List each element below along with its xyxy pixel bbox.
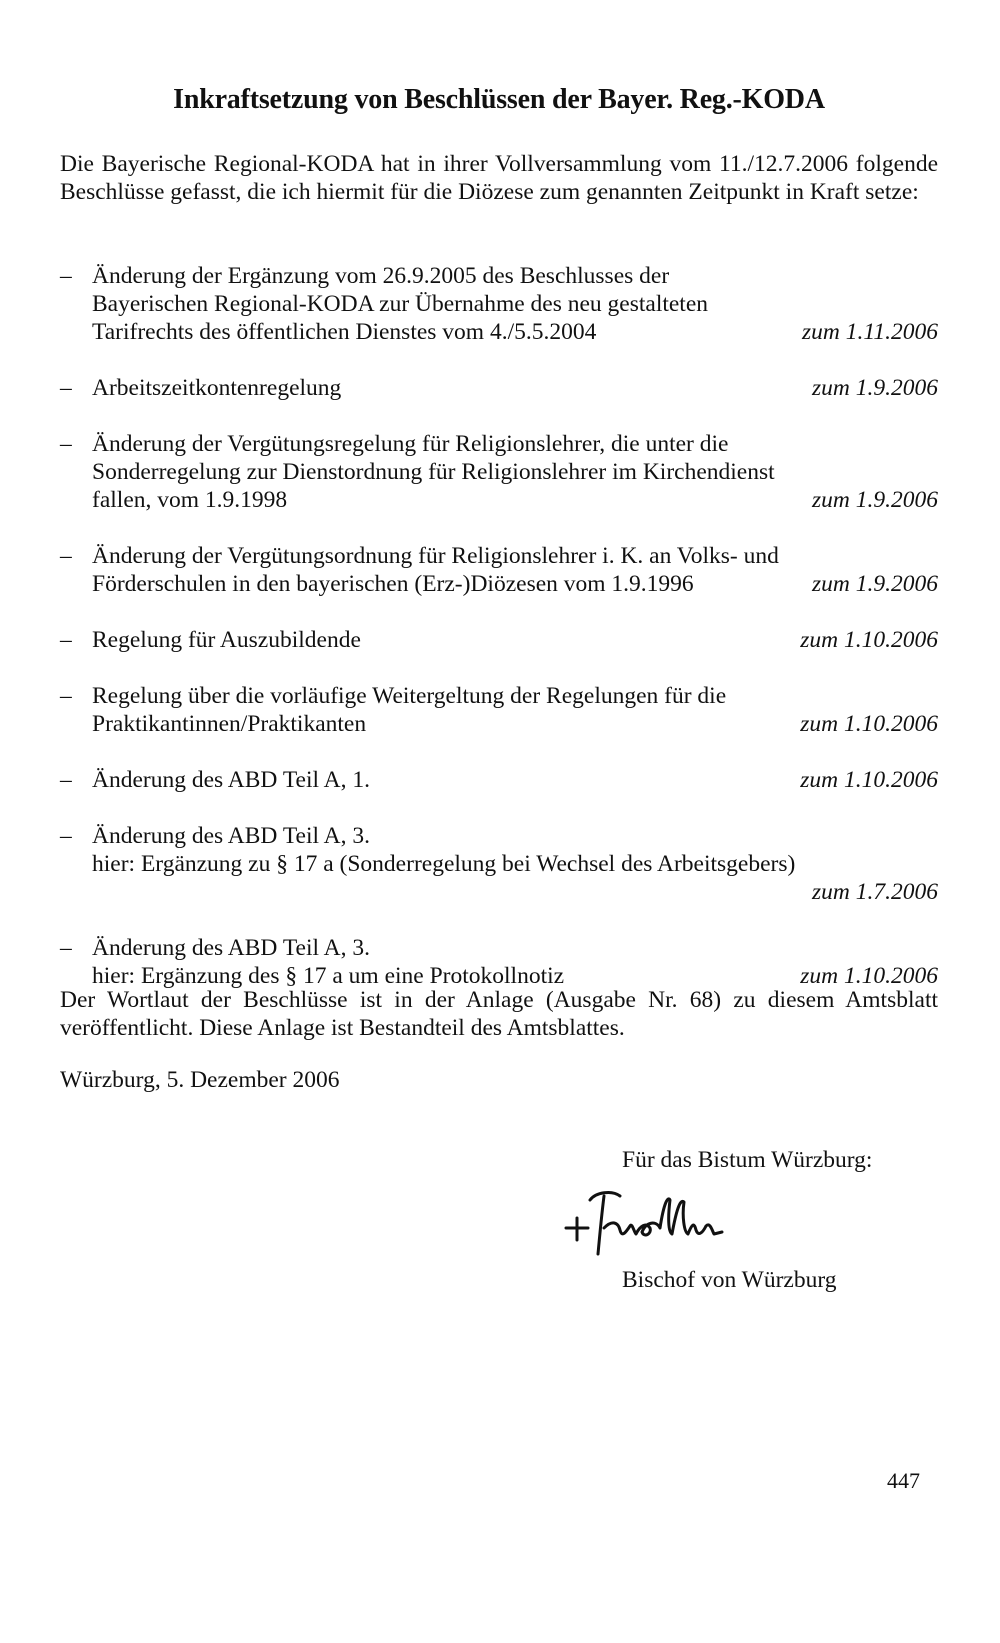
list-item (60, 626, 938, 654)
item-text: Arbeitszeitkontenregelung (92, 375, 342, 401)
item-date: zum 1.7.2006 (812, 879, 938, 905)
closing-paragraph: Der Wortlaut der Beschlüsse ist in der Anlage (Ausgabe Nr. 68) zu diesem Amtsblatt veröffentlicht. Diese Anlage ist Bestandteil des Amtsblattes. (60, 987, 938, 1041)
list-dash: – (60, 431, 72, 457)
list-dash: – (60, 767, 72, 793)
resolution-list (60, 262, 938, 1018)
item-date: zum 1.9.2006 (812, 487, 938, 513)
document-title: Inkraftsetzung von Beschlüssen der Bayer. Reg.-KODA (173, 84, 825, 115)
document-page (60, 0, 938, 1643)
item-date: zum 1.9.2006 (812, 375, 938, 401)
list-dash: – (60, 627, 72, 653)
item-date: zum 1.10.2006 (800, 767, 938, 793)
item-subtext: hier: Ergänzung des § 17 a um eine Protokollnotiz (92, 963, 565, 989)
item-text: Regelung für Auszubildende (92, 627, 361, 653)
list-dash: – (60, 543, 72, 569)
signature-for-line: Für das Bistum Würzburg: (622, 1147, 873, 1173)
item-date: zum 1.9.2006 (812, 571, 938, 597)
intro-paragraph: Die Bayerische Regional-KODA hat in ihrer Vollversammlung vom 11./12.7.2006 folgende Beschlüsse gefasst, die ich hiermit für die Diözese zum genannten Zeitpunkt in Kraft setze: (60, 151, 938, 205)
handwritten-signature (560, 1182, 800, 1262)
item-text: Änderung des ABD Teil A, 3. (92, 935, 370, 961)
item-date: zum 1.10.2006 (800, 627, 938, 653)
place-date: Würzburg, 5. Dezember 2006 (60, 1067, 340, 1093)
page-number: 447 (887, 1468, 920, 1493)
list-item (60, 822, 938, 906)
list-dash: – (60, 263, 72, 289)
item-subtext: hier: Ergänzung zu § 17 a (Sonderregelung bei Wechsel des Arbeitsgebers) (92, 851, 796, 877)
item-date: zum 1.10.2006 (800, 711, 938, 737)
list-item (60, 374, 938, 402)
item-text: Änderung der Ergänzung vom 26.9.2005 des Beschlusses der Bayerischen Regional-KODA zur Übernahme des neu gestalteten Tarifrechts des öffentlichen Dienstes vom 4./5.5.2004 (92, 263, 709, 345)
item-date: zum 1.10.2006 (800, 963, 938, 989)
item-line (92, 430, 938, 514)
list-item (60, 430, 938, 514)
item-line (92, 766, 938, 794)
list-item (60, 934, 938, 990)
signature-role: Bischof von Würzburg (622, 1267, 837, 1293)
item-line (92, 374, 938, 402)
list-item (60, 682, 938, 738)
list-item (60, 542, 938, 598)
list-item (60, 262, 938, 346)
item-text: Regelung über die vorläufige Weitergeltung der Regelungen für die Praktikantinnen/Praktikanten (92, 683, 727, 737)
list-dash: – (60, 683, 72, 709)
list-item (60, 766, 938, 794)
item-line (92, 682, 938, 738)
list-dash: – (60, 823, 72, 849)
item-line (92, 542, 938, 598)
list-dash: – (60, 935, 72, 961)
item-text: Änderung der Vergütungsordnung für Religionslehrer i. K. an Volks- und Förderschulen in den bayerischen (Erz-)Diözesen vom 1.9.1996 (92, 543, 779, 597)
list-dash: – (60, 375, 72, 401)
item-line (92, 262, 938, 346)
item-date: zum 1.11.2006 (802, 319, 938, 345)
item-line (92, 626, 938, 654)
item-text: Änderung des ABD Teil A, 1. (92, 767, 370, 793)
item-text: Änderung des ABD Teil A, 3. (92, 823, 370, 849)
item-text: Änderung der Vergütungsregelung für Religionslehrer, die unter die Sonderregelung zur Dienstordnung für Religionslehrer im Kirchendienst fallen, vom 1.9.1998 (92, 431, 775, 513)
